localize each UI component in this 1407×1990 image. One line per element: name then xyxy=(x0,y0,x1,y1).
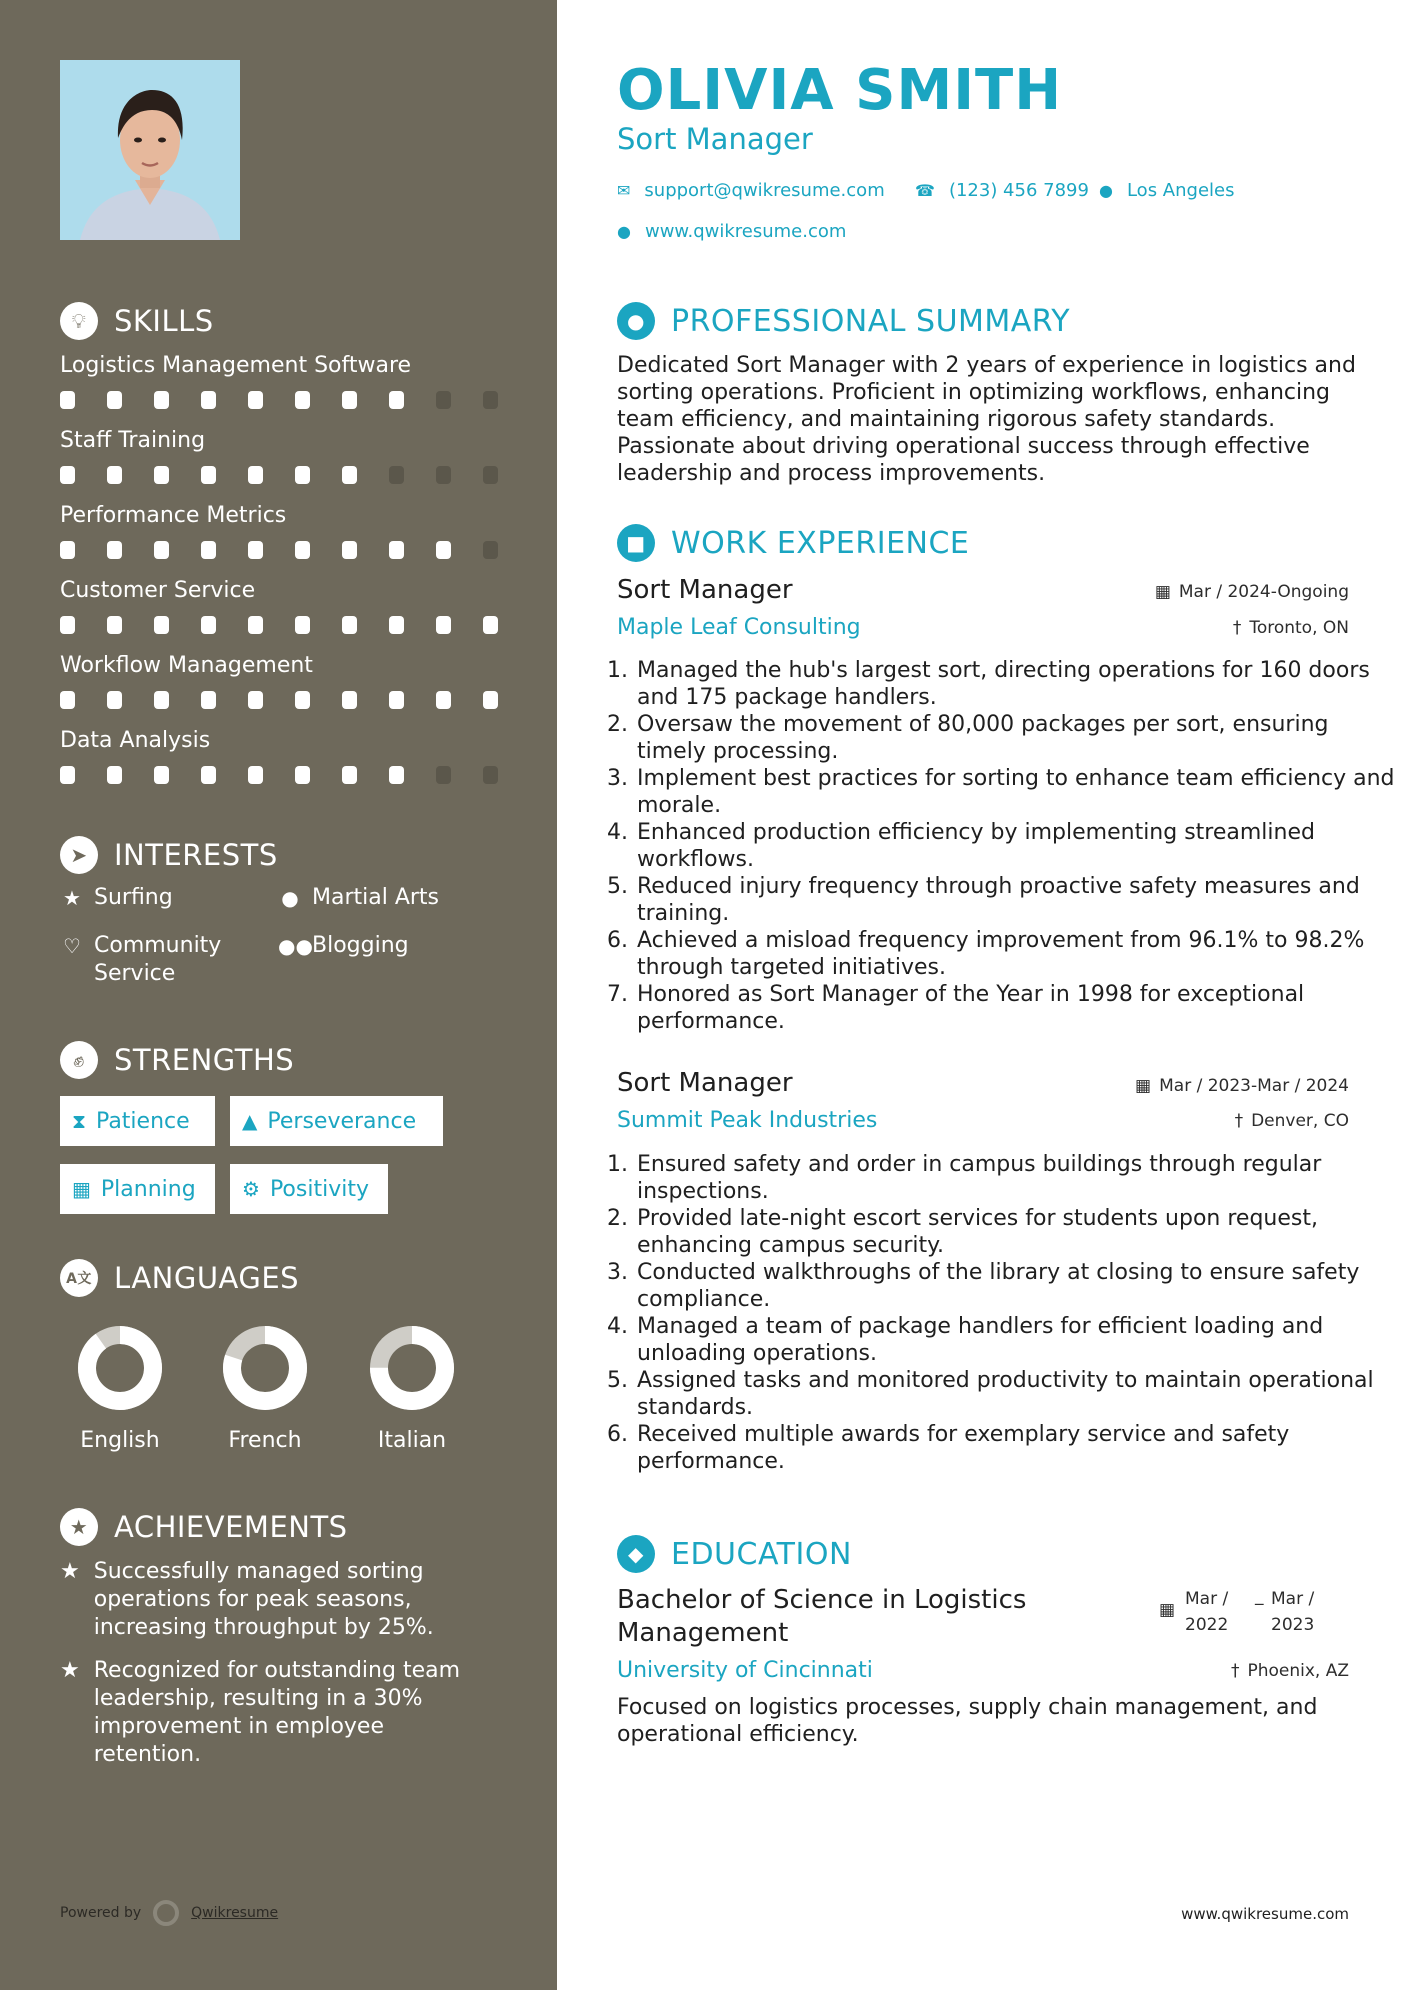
duty-item: 2. Provided late-night escort services for students upon request, enhancing campus security. xyxy=(635,1205,1395,1259)
skill-dot xyxy=(107,691,122,709)
contact-website[interactable]: ● www.qwikresume.com xyxy=(617,221,847,242)
skill-dot xyxy=(436,391,451,409)
skill-name: Data Analysis xyxy=(60,728,211,753)
interest-item: ★ Surfing xyxy=(60,884,173,912)
skill-dot xyxy=(342,616,357,634)
skill-dot xyxy=(248,616,263,634)
sidebar xyxy=(0,0,557,1990)
job-title: Sort Manager xyxy=(617,1068,793,1098)
skill-dot xyxy=(295,766,310,784)
handshake-icon: ♡ xyxy=(63,934,81,958)
map-pin-icon: ● xyxy=(1099,181,1113,200)
duty-item: 1. Ensured safety and order in campus buildings through regular inspections. xyxy=(635,1151,1395,1205)
envelope-icon: ✉ xyxy=(617,181,631,200)
skill-name: Performance Metrics xyxy=(60,503,287,528)
users-icon: ●● xyxy=(278,934,313,958)
skill-level-dots xyxy=(60,466,498,484)
strength-tag: ⚙︎ Positivity xyxy=(230,1164,388,1214)
skill-dot xyxy=(483,541,498,559)
skill-dot xyxy=(295,616,310,634)
job-location: † Toronto, ON xyxy=(1232,618,1349,638)
skill-dot xyxy=(107,616,122,634)
duty-item: 7. Honored as Sort Manager of the Year in 1998 for exceptional performance. xyxy=(635,981,1395,1035)
skill-dot xyxy=(436,466,451,484)
job-title: Sort Manager xyxy=(617,575,793,605)
skill-level-dots xyxy=(60,391,498,409)
skill-dot xyxy=(389,541,404,559)
globe-icon: ● xyxy=(617,222,631,241)
pin-icon: † xyxy=(1234,1111,1244,1131)
contact-phone[interactable]: ☎ (123) 456 7899 xyxy=(915,180,1089,201)
skill-dot xyxy=(107,466,122,484)
podium-icon: ■ xyxy=(617,524,655,562)
education-start: Mar / 2022 xyxy=(1185,1589,1229,1635)
duty-item: 1. Managed the hub's largest sort, directing operations for 160 doors and 175 package handlers. xyxy=(635,657,1395,711)
duty-item: 5. Assigned tasks and monitored productivity to maintain operational standards. xyxy=(635,1367,1395,1421)
skill-dot xyxy=(154,616,169,634)
duty-item: 5. Reduced injury frequency through proactive safety measures and training. xyxy=(635,873,1395,927)
skill-dot xyxy=(60,541,75,559)
skill-dot xyxy=(342,766,357,784)
skill-dot xyxy=(201,766,216,784)
skill-dot xyxy=(389,691,404,709)
hourglass-icon: ⧗ xyxy=(72,1109,87,1133)
calendar-icon: ▦ xyxy=(1154,582,1171,602)
star-icon: ★ xyxy=(63,886,81,910)
skill-dot xyxy=(389,766,404,784)
calendar-icon: ▦ xyxy=(72,1177,91,1201)
job-duties xyxy=(605,1151,1395,1475)
skill-name: Logistics Management Software xyxy=(60,353,412,378)
globe-icon: ● xyxy=(281,886,299,910)
calendar-icon: ▦ xyxy=(1135,1076,1152,1096)
language-rings xyxy=(60,1320,480,1420)
summary-text: Dedicated Sort Manager with 2 years of experience in logistics and sorting operations. Proficient in optimizing workflows, enhancing team efficiency, and maintaining rigorous safety standards. Passionate about driving operational success through effective leadership and process improvements. xyxy=(617,353,1356,486)
skill-dot xyxy=(295,466,310,484)
candidate-role: Sort Manager xyxy=(617,122,813,156)
education-end: Mar / 2023 xyxy=(1271,1589,1315,1635)
translate-icon: A文 xyxy=(60,1259,98,1297)
skill-dot xyxy=(342,466,357,484)
skill-dot xyxy=(201,691,216,709)
skill-dot xyxy=(201,391,216,409)
skill-dot xyxy=(295,541,310,559)
user-icon: ● xyxy=(617,302,655,340)
gear-icon: ⚙︎ xyxy=(242,1177,260,1201)
language-ring-level xyxy=(87,1335,153,1401)
profile-photo xyxy=(60,60,240,240)
education-description: Focused on logistics processes, supply chain management, and operational efficiency. xyxy=(617,1695,1318,1747)
skill-dot xyxy=(201,466,216,484)
school-name: University of Cincinnati xyxy=(617,1658,873,1683)
skill-level-dots xyxy=(60,766,498,784)
skill-dot xyxy=(248,466,263,484)
education-heading: ◆ EDUCATION xyxy=(617,1535,852,1573)
skill-dot xyxy=(60,766,75,784)
skill-name: Workflow Management xyxy=(60,653,313,678)
interest-item: ● Martial Arts xyxy=(278,884,439,912)
experience-heading: ■ WORK EXPERIENCE xyxy=(617,524,969,562)
skill-dot xyxy=(295,691,310,709)
pin-icon: † xyxy=(1230,1661,1240,1681)
interest-item: ♡ Community Service xyxy=(60,932,240,988)
qwikresume-link[interactable]: Qwikresume xyxy=(191,1905,279,1921)
footer-url[interactable]: www.qwikresume.com xyxy=(1181,1905,1349,1923)
job-location: † Denver, CO xyxy=(1234,1111,1349,1131)
fist-icon: ✊︎ xyxy=(60,1041,98,1079)
job-dates: ▦ Mar / 2023-Mar / 2024 xyxy=(1135,1076,1349,1096)
achievements-heading: ★ ACHIEVEMENTS xyxy=(60,1508,348,1546)
shooting-star-icon: ★ xyxy=(60,1658,80,1683)
candidate-name: OLIVIA SMITH xyxy=(617,58,1063,123)
skill-level-dots xyxy=(60,541,498,559)
skill-dot xyxy=(436,616,451,634)
pin-icon: † xyxy=(1232,618,1242,638)
job-duties xyxy=(605,657,1395,1035)
education-location: † Phoenix, AZ xyxy=(1230,1661,1349,1681)
skill-dot xyxy=(436,766,451,784)
language-label: English xyxy=(80,1428,160,1453)
skill-dot xyxy=(436,541,451,559)
skill-dot xyxy=(154,766,169,784)
calendar-icon: ▦ xyxy=(1159,1600,1176,1620)
duty-item: 6. Received multiple awards for exemplary service and safety performance. xyxy=(635,1421,1395,1475)
languages-heading: A文 LANGUAGES xyxy=(60,1259,299,1297)
skill-dot xyxy=(154,391,169,409)
language-label: French xyxy=(228,1428,302,1453)
job-dates: ▦ Mar / 2024-Ongoing xyxy=(1154,582,1349,602)
skills-heading: 💡︎ SKILLS xyxy=(60,302,214,340)
powered-by: Powered by Qwikresume xyxy=(60,1900,278,1926)
graduate-icon: ◆ xyxy=(617,1535,655,1573)
skill-name: Staff Training xyxy=(60,428,206,453)
skill-dot xyxy=(483,766,498,784)
achievement-item: ★ Recognized for outstanding team leadership, resulting in a 30% improvement in employee retention. xyxy=(60,1658,461,1767)
main-content xyxy=(557,0,1407,1990)
skill-dot xyxy=(107,391,122,409)
skill-dot xyxy=(248,391,263,409)
skill-level-dots xyxy=(60,616,498,634)
summary-heading: ● PROFESSIONAL SUMMARY xyxy=(617,302,1070,340)
skill-dot xyxy=(483,691,498,709)
skill-dot xyxy=(248,766,263,784)
skill-dot xyxy=(107,766,122,784)
duty-item: 3. Implement best practices for sorting to enhance team efficiency and morale. xyxy=(635,765,1395,819)
skill-dot xyxy=(107,541,122,559)
skill-dot xyxy=(483,466,498,484)
degree-title: Bachelor of Science in Logistics Management xyxy=(617,1585,1027,1648)
interest-item: ●● Blogging xyxy=(278,933,409,958)
skill-dot xyxy=(60,691,75,709)
duty-item: 6. Achieved a misload frequency improvement from 96.1% to 98.2% through targeted initiatives. xyxy=(635,927,1395,981)
skill-dot xyxy=(248,691,263,709)
duty-item: 4. Enhanced production efficiency by implementing streamlined workflows. xyxy=(635,819,1395,873)
job-company: Summit Peak Industries xyxy=(617,1108,878,1133)
skill-dot xyxy=(60,616,75,634)
skill-dot xyxy=(342,541,357,559)
shooting-star-icon: ★ xyxy=(60,1559,80,1584)
date-separator: _ xyxy=(1255,1586,1264,1606)
skill-dot xyxy=(389,391,404,409)
job-company: Maple Leaf Consulting xyxy=(617,615,861,640)
skill-dot xyxy=(342,691,357,709)
interests-heading: ➤ INTERESTS xyxy=(60,836,278,874)
skill-level-dots xyxy=(60,691,498,709)
strength-tag: ▦ Planning xyxy=(60,1164,215,1214)
skill-dot xyxy=(342,391,357,409)
duty-item: 3. Conducted walkthroughs of the library at closing to ensure safety compliance. xyxy=(635,1259,1395,1313)
duty-item: 2. Oversaw the movement of 80,000 packages per sort, ensuring timely processing. xyxy=(635,711,1395,765)
skill-dot xyxy=(154,466,169,484)
skill-dot xyxy=(483,391,498,409)
skill-dot xyxy=(248,541,263,559)
contact-email[interactable]: ✉ support@qwikresume.com xyxy=(617,180,885,201)
strength-tag: ▲ Perseverance xyxy=(230,1096,443,1146)
skill-dot xyxy=(389,616,404,634)
duty-item: 4. Managed a team of package handlers for efficient loading and unloading operations. xyxy=(635,1313,1395,1367)
skill-dot xyxy=(154,691,169,709)
skill-dot xyxy=(295,391,310,409)
achievement-item: ★ Successfully managed sorting operations for peak seasons, increasing throughput by 25%. xyxy=(60,1559,434,1640)
contact-location: ● Los Angeles xyxy=(1099,180,1235,201)
paper-plane-icon: ➤ xyxy=(60,836,98,874)
strengths-heading: ✊︎ STRENGTHS xyxy=(60,1041,294,1079)
strength-tag: ⧗ Patience xyxy=(60,1096,215,1146)
skill-dot xyxy=(60,466,75,484)
skill-dot xyxy=(483,616,498,634)
trophy-icon: ★ xyxy=(60,1508,98,1546)
lightbulb-icon: 💡︎ xyxy=(60,302,98,340)
skill-dot xyxy=(201,616,216,634)
skill-name: Customer Service xyxy=(60,578,256,603)
qwikresume-logo-icon xyxy=(153,1900,179,1926)
skill-dot xyxy=(436,691,451,709)
phone-icon: ☎ xyxy=(915,181,935,200)
road-icon: ▲ xyxy=(242,1109,258,1133)
skill-dot xyxy=(60,391,75,409)
skill-dot xyxy=(201,541,216,559)
skill-dot xyxy=(154,541,169,559)
language-label: Italian xyxy=(377,1428,447,1453)
skill-dot xyxy=(389,466,404,484)
